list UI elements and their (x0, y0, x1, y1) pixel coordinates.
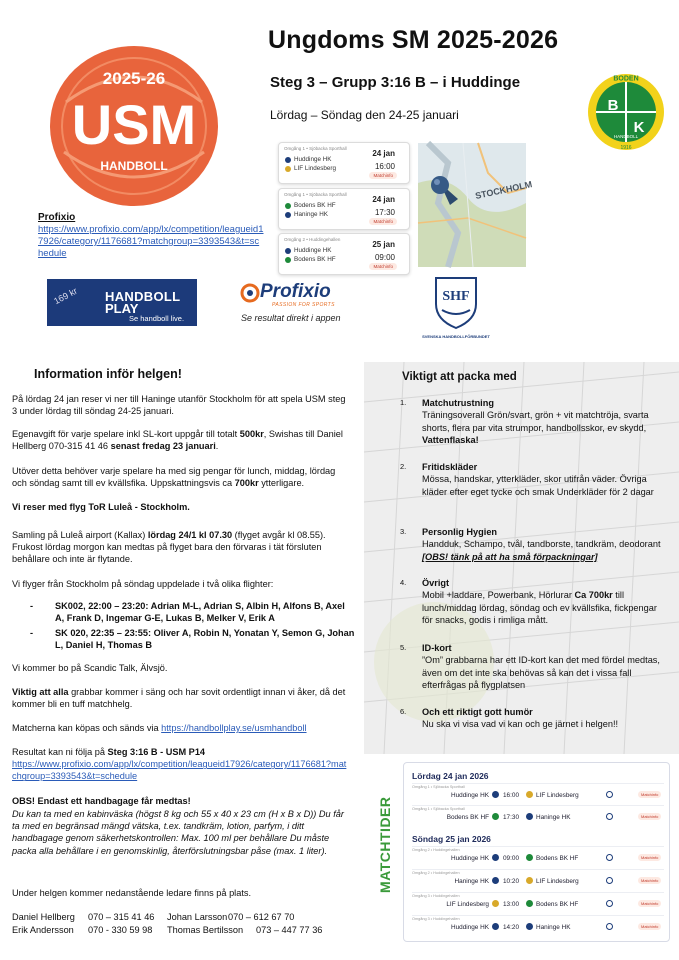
flight-item (30, 600, 352, 626)
matchinfo-button[interactable]: Matchinfo (638, 854, 661, 861)
home-team: Bodens BK HF (294, 202, 336, 209)
away-team: Bodens BK HF (294, 256, 336, 263)
boden-ring-text: BODEN (613, 75, 639, 83)
info-paragraph-travel: På lördag 24 jan reser vi ner till Haninge utanför Stockholm för att spela USM steg 3 under lördag till söndag 24-25 januari. (12, 394, 346, 417)
matchinfo-button[interactable]: Matchinfo (638, 900, 661, 907)
handboll-play-line2: PLAY (105, 301, 139, 316)
team-logo-icon (492, 791, 499, 798)
boden-bk-logo (586, 72, 666, 152)
results-link[interactable]: https://www.profixio.com/app/lx/competition/leagueid17926/category/1176681?matchgroup=3393543&t=schedule (12, 759, 347, 782)
boden-letter-k: K (633, 119, 645, 136)
match-date: 25 jan (372, 240, 395, 249)
info-paragraph-gathering: Samling på Luleå airport (Kallax) lördag 24/1 kl 07.30 (flyget avgår kl 08.55). Frukost lördag morgon kan medtas på flyget bara den förvaras i tät försluten behållare och inte är flytande. (12, 530, 326, 565)
match-date: 24 jan (372, 195, 395, 204)
leader-name: Johan Larsson (167, 912, 228, 922)
shf-name: SVENSKA HANDBOLLFÖRBUNDET (422, 334, 490, 339)
profixio-mark-icon (240, 283, 260, 303)
page-subtitle: Steg 3 – Grupp 3:16 B – i Huddinge (270, 74, 521, 91)
info-flight-heading: Vi reser med flyg ToR Luleå - Stockholm. (12, 502, 190, 512)
flight-item (30, 627, 355, 653)
packing-heading: Viktigt att packa med (402, 371, 517, 383)
packing-item: 2. Fritidskläder Mössa, handskar, ytterkläder, skor utifrån väder. Övriga kläder efter eget tycke och smak Underkläder för 2 dagar (400, 462, 654, 497)
match-time: 16:00 (374, 162, 395, 171)
info-paragraph-hotel: Vi kommer bo på Scandic Talk, Älvsjö. (12, 663, 168, 673)
schedule-day-label: Lördag 24 jan 2026 (412, 771, 489, 781)
info-paragraph-flights: Vi flyger från Stockholm på söndag uppdelade i två olika flighter: (12, 579, 274, 589)
match-card-meta: Omgång 1 • Sjöbacka Sporthall (284, 192, 347, 197)
page-title: Ungdoms SM 2025-2026 (268, 26, 559, 54)
matchinfo-button[interactable]: Matchinfo (369, 263, 397, 270)
info-baggage-text: Du kan ta med en kabinväska (högst 8 kg och 55 x 40 x 23 cm (H x B x D)) Du får ta med en begränsad mängd vätska, t.ex. tandkräm, lotion, parfym, i ditt handbagage genom säkerhetskontrollen: Max. 100 ml per behållare Du måste packa alla behållare i en genomskinlig, återförslutningsbar påse (max. 1 liter). (12, 809, 344, 856)
leader-phone: 073 – 447 77 36 (256, 925, 323, 935)
team-logo-icon (526, 791, 533, 798)
leader-name: Erik Andersson (12, 925, 74, 935)
map-label: STOCKHOLM (474, 179, 533, 201)
match-card[interactable] (278, 233, 410, 275)
play-icon[interactable] (606, 813, 613, 820)
schedule-row[interactable]: Omgång 1 • Sjöbacka Sporthall Bodens BK HF 17:30 Haninge HK Matchinfo (412, 805, 664, 825)
shf-mark: SHF (442, 289, 470, 304)
info-paragraph-fee: Egenavgift för varje spelare inkl SL-kort uppgår till totalt 500kr, Swishas till Daniel Hellberg 070-315 41 46 senast fredag 23 januari. (12, 429, 343, 452)
team-logo-icon (285, 257, 291, 263)
team-logo-icon (285, 157, 291, 163)
match-card[interactable] (278, 188, 410, 230)
leader-phone: 070 – 315 41 46 (88, 912, 155, 922)
play-icon[interactable] (606, 900, 613, 907)
away-team: LIF Lindesberg (294, 165, 337, 172)
leader-name: Thomas Bertilsson (167, 925, 244, 935)
team-logo-icon (526, 877, 533, 884)
flight-2-text: SK 020, 22:35 – 23:55: Oliver A, Robin N, Yonatan Y, Semon G, Johan L, Daniel H, Thomas B (55, 628, 355, 651)
list-dash: - (30, 601, 34, 611)
matchinfo-button[interactable]: Matchinfo (369, 218, 397, 225)
handboll-play-line1: HANDBOLL (105, 289, 181, 304)
profixio-link-block (38, 212, 264, 260)
usm-logo-sub: HANDBOLL (100, 159, 168, 173)
play-icon[interactable] (606, 791, 613, 798)
schedule-title: MATCHTIDER (377, 796, 393, 893)
match-card-meta: Omgång 1 • Sjöbacka Sporthall (284, 146, 347, 151)
list-dash: - (30, 628, 34, 638)
packing-item: 3. Personlig Hygien Handduk, Schampo, tvål, tandborste, tandkräm, deodorant [OBS! tänk på att ha små förpackningar] (400, 527, 661, 562)
boden-sub-text: HANDBOLL (613, 134, 639, 139)
info-paragraph-stream: Matcherna kan köpas och sänds via https://handbollplay.se/usmhandboll (12, 723, 307, 733)
home-team: Huddinge HK (294, 156, 332, 163)
schedule-row[interactable]: Omgång 1 • Sjöbacka Sporthall Huddinge HK 16:00 LIF Lindesberg Matchinfo (412, 783, 664, 803)
info-paragraph-sleep: Viktig att alla grabbar kommer i säng och har sovit ordentligt innan vi åker, då det kommer bli en tuff matchhelg. (12, 687, 346, 710)
play-icon[interactable] (606, 923, 613, 930)
leader-phone: 070 - 330 59 98 (88, 925, 153, 935)
leader-phone: 070 – 612 67 70 (228, 912, 295, 922)
profixio-url-link[interactable]: https://www.profixio.com/app/lx/competition/leagueid17926/category/1176681?matchgroup=3393543&t=schedule (38, 224, 264, 259)
profixio-logo-name: Profixio (260, 281, 331, 302)
team-logo-icon (526, 854, 533, 861)
packing-item: 6. Och ett riktigt gott humör Nu ska vi visa vad vi kan och ge järnet i helgen!! (400, 707, 619, 730)
info-baggage-heading: OBS! Endast ett handbagage får medtas! (12, 796, 191, 806)
schedule-row[interactable]: Omgång 3 • Huddingehallen LIF Lindesberg 13:00 Bodens BK HF Matchinfo (412, 892, 664, 912)
team-logo-icon (526, 813, 533, 820)
matchinfo-button[interactable]: Matchinfo (638, 923, 661, 930)
boden-year: 1916 (620, 145, 632, 151)
profixio-label: Profixio (38, 212, 76, 223)
schedule-row[interactable]: Omgång 2 • Huddingehallen Huddinge HK 09:00 Bodens BK HF Matchinfo (412, 846, 664, 866)
team-logo-icon (285, 166, 291, 172)
boden-letter-b: B (607, 97, 619, 114)
matchinfo-button[interactable]: Matchinfo (369, 172, 397, 179)
event-dates: Lördag – Söndag den 24-25 januari (270, 108, 459, 122)
team-logo-icon (526, 923, 533, 930)
team-logo-icon (285, 212, 291, 218)
info-heading: Information inför helgen! (34, 367, 182, 381)
stockholm-map-image (418, 143, 533, 267)
team-logo-icon (492, 854, 499, 861)
schedule-row[interactable]: Omgång 2 • Huddingehallen Haninge HK 10:20 LIF Lindesberg Matchinfo (412, 869, 664, 889)
shf-logo (422, 274, 490, 342)
handbollplay-link[interactable]: https://handbollplay.se/usmhandboll (161, 723, 307, 733)
profixio-caption: Se resultat direkt i appen (241, 313, 341, 323)
match-time: 17:30 (374, 208, 395, 217)
matchinfo-button[interactable]: Matchinfo (638, 791, 661, 798)
home-team: Huddinge HK (294, 247, 332, 254)
team-logo-icon (285, 203, 291, 209)
away-team: Haninge HK (294, 211, 328, 218)
info-paragraph-results: Resultat kan ni följa på Steg 3:16 B - USM P14 https://www.profixio.com/app/lx/competition/leagueid17926/category/1176681?matchgroup=3393543&t=schedule (12, 747, 347, 782)
info-paragraph-money: Utöver detta behöver varje spelare ha med sig pengar för lunch, middag, lördag och söndag samt till ev kvällsfika. Uppskattningsvis ca 700kr ytterligare. (12, 466, 336, 489)
handboll-play-tagline: Se handboll live. (129, 314, 185, 323)
team-logo-icon (526, 900, 533, 907)
usm-logo-text: USM (71, 93, 197, 156)
match-card[interactable] (278, 142, 410, 184)
packing-item: 4. Övrigt Mobil +laddare, Powerbank, Hörlurar Ca 700kr till lunch/middag lördag, söndag och ev kvällsfika, fickpengar för snacks, godis i rimliga mått. (400, 578, 657, 626)
play-icon[interactable] (606, 877, 613, 884)
info-leaders-intro: Under helgen kommer nedanstående ledare finns på plats. (12, 888, 252, 898)
match-date: 24 jan (372, 149, 395, 158)
team-logo-icon (492, 877, 499, 884)
match-time: 09:00 (374, 253, 395, 262)
usm-logo (46, 42, 222, 210)
team-logo-icon (492, 813, 499, 820)
flight-1-text: SK002, 22:00 – 23:20: Adrian M-L, Adrian S, Albin H, Alfons B, Axel A, Frank D, Ingemar G-E, Lukas B, Melker V, Erik A (55, 601, 345, 624)
matchinfo-button[interactable]: Matchinfo (638, 877, 661, 884)
team-logo-icon (285, 248, 291, 254)
handboll-play-price: 169 kr (52, 285, 79, 307)
schedule-row[interactable]: Omgång 3 • Huddingehallen Huddinge HK 14:20 Haninge HK Matchinfo (412, 915, 664, 935)
team-logo-icon (492, 900, 499, 907)
packing-item: 1. Matchutrustning Träningsoverall Grön/svart, grön + vit matchtröja, svarta shorts, flera par vita strumpor, handbollsskor, ev skydd, Vattenflaska! (400, 398, 649, 446)
usm-logo-year: 2025-26 (102, 69, 166, 88)
leader-name: Daniel Hellberg (12, 912, 75, 922)
play-icon[interactable] (606, 854, 613, 861)
matchinfo-button[interactable]: Matchinfo (638, 813, 661, 820)
packing-item: 5. ID-kort ”Om” grabbarna har ett ID-kort kan det med fördel medtas, även om det inte ska behövas så kan det i vissa fall efterfrågas på flygplatsen (400, 643, 660, 691)
match-card-meta: Omgång 2 • Huddingehallen (284, 237, 341, 242)
handboll-play-banner[interactable] (47, 279, 197, 326)
team-logo-icon (492, 923, 499, 930)
profixio-logo-tagline: PASSION FOR SPORTS (272, 302, 335, 308)
schedule-day-label: Söndag 25 jan 2026 (412, 834, 491, 844)
schedule-panel (403, 762, 670, 942)
